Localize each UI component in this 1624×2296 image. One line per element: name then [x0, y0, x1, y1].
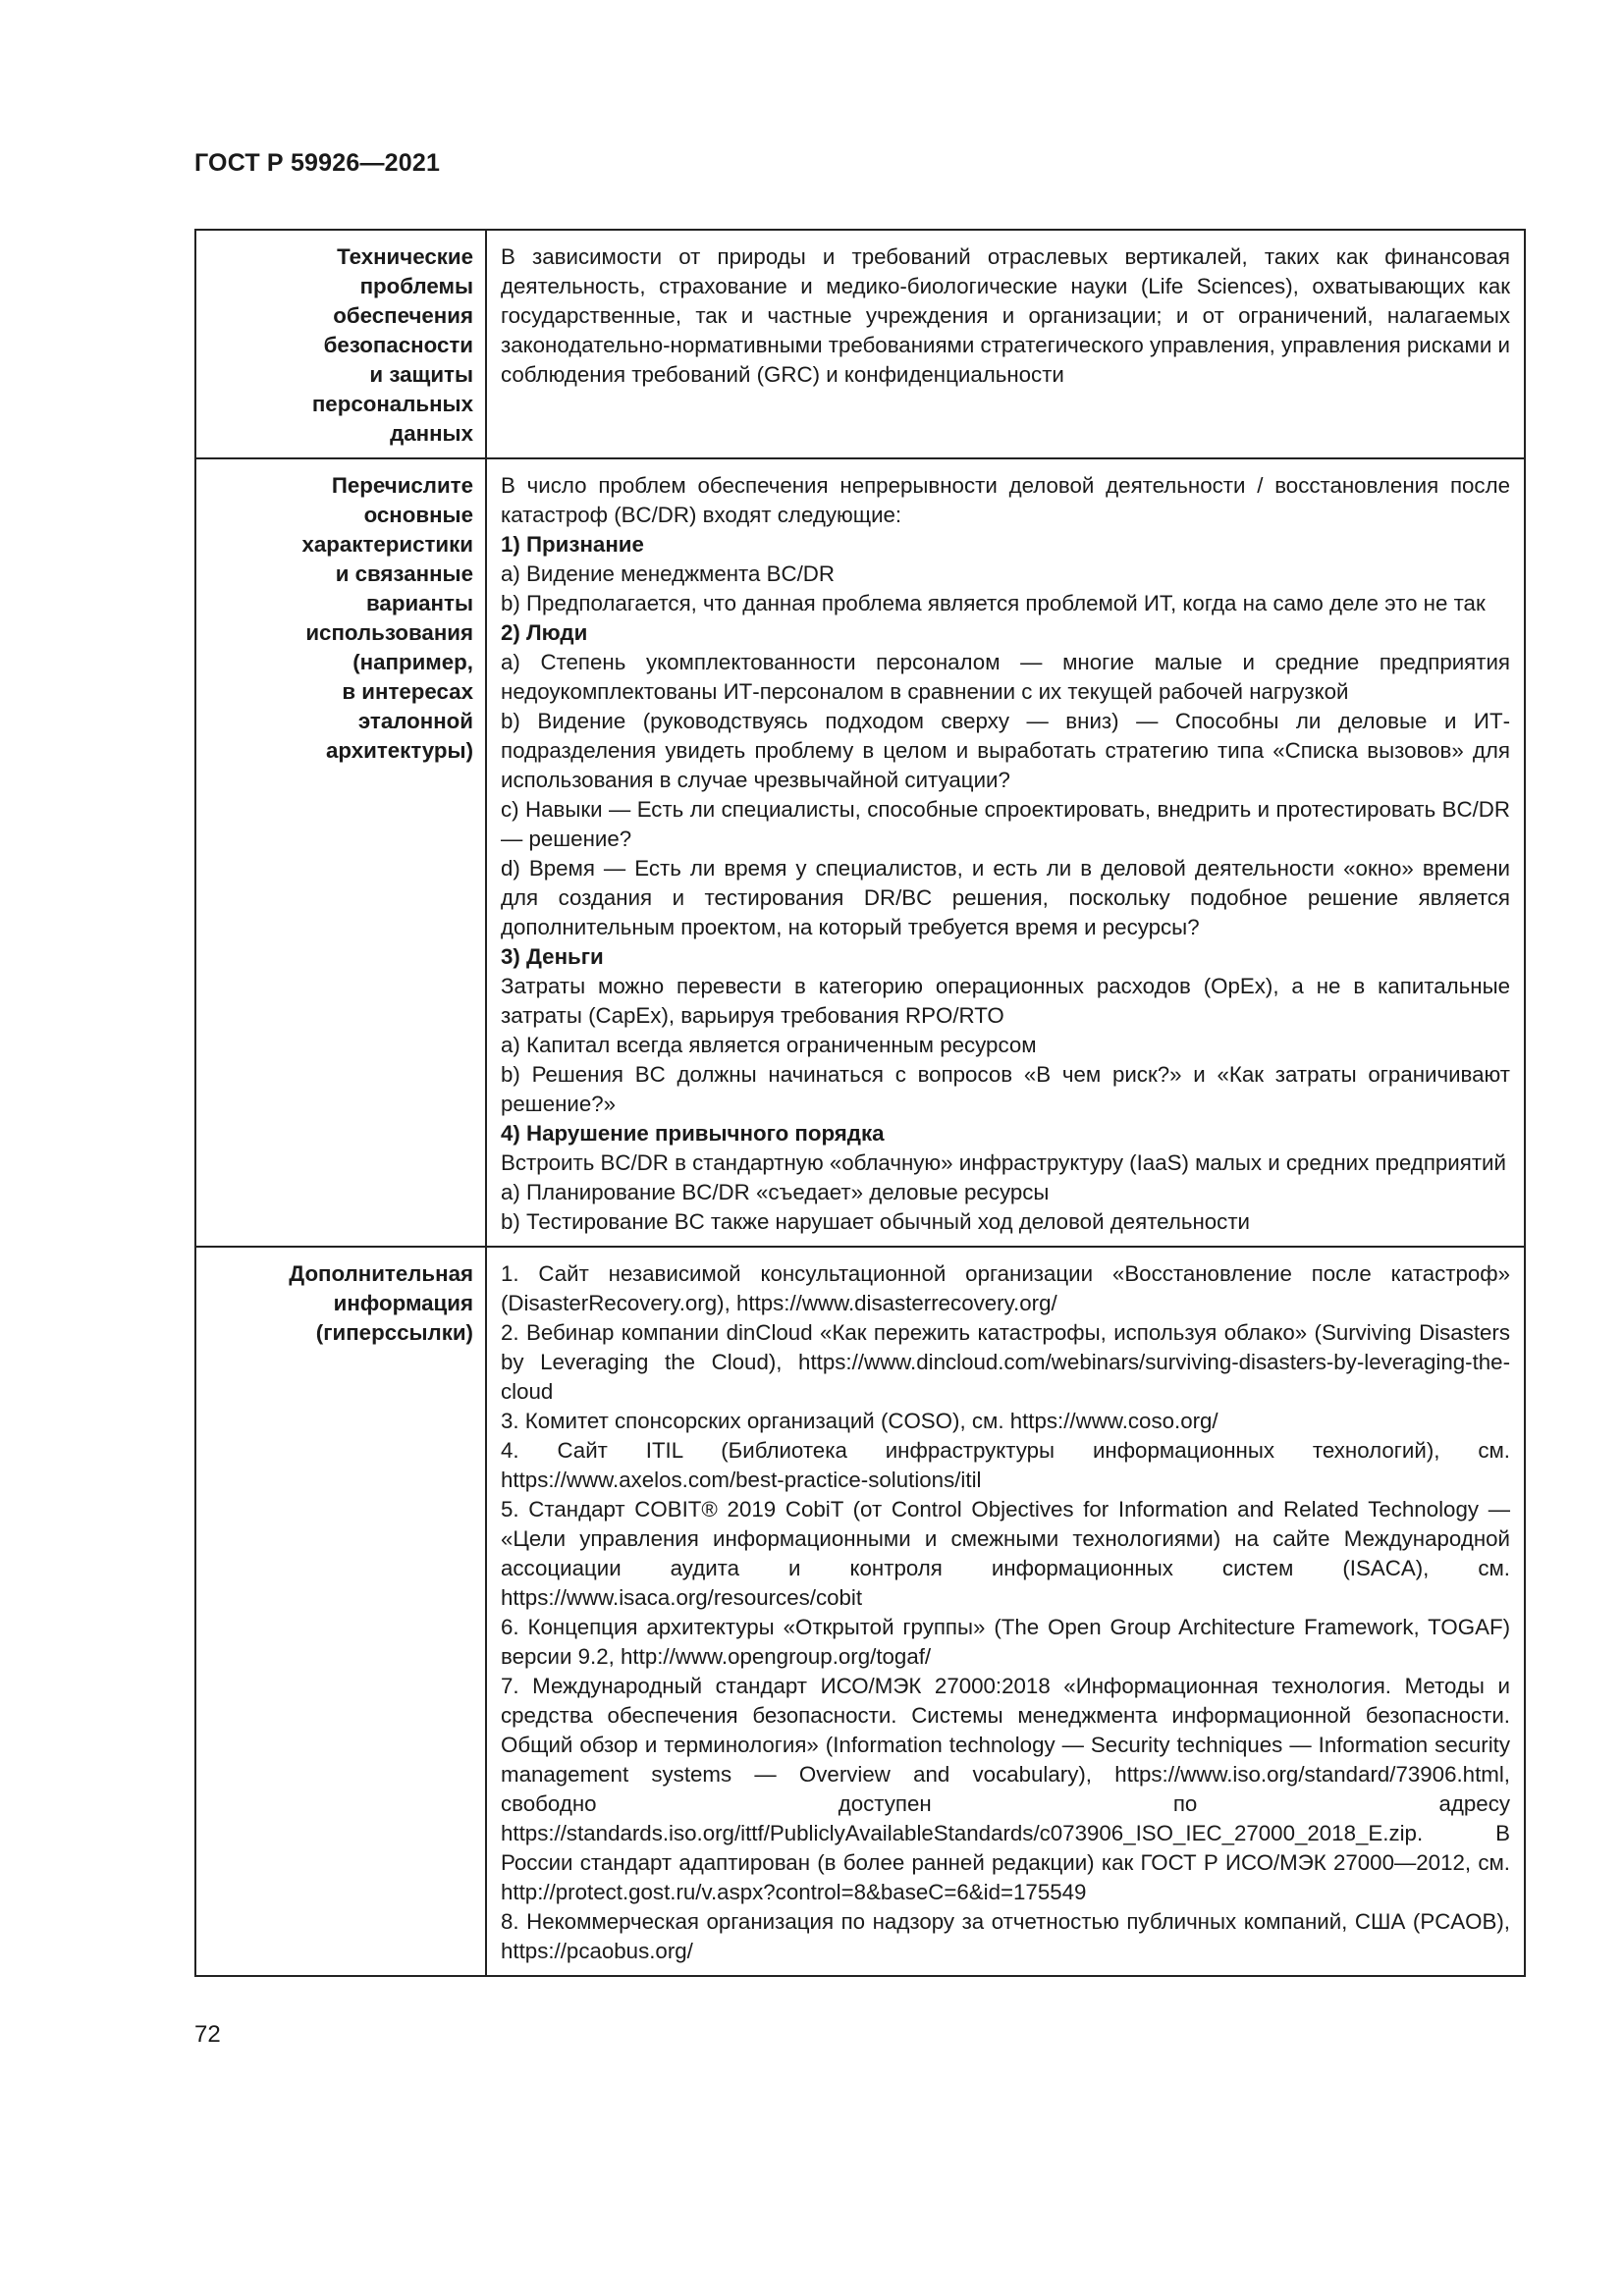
row-label-line: Дополнительная [289, 1261, 473, 1286]
paragraph: a) Степень укомплектованности персоналом — многие малые и средние предприятия недоукомплектованы ИТ-персоналом в сравнении с их текущей рабочей нагрузкой [501, 650, 1510, 704]
specification-table [194, 229, 1526, 1977]
paragraph: 3. Комитет спонсорских организаций (COSO), см. https://www.coso.org/ [501, 1409, 1218, 1433]
paragraph: a) Планирование BC/DR «съедает» деловые ресурсы [501, 1180, 1050, 1204]
row-label-line: Технические [337, 244, 473, 269]
paragraph: 6. Концепция архитектуры «Открытой группы» (The Open Group Architecture Framework, TOGAF) версии 9.2, http://www.opengroup.org/togaf/ [501, 1615, 1510, 1669]
section-heading: 3) Деньги [501, 944, 604, 969]
row-label-line: в интересах [342, 679, 473, 704]
paragraph: b) Тестирование BC также нарушает обычный ход деловой деятельности [501, 1209, 1250, 1234]
table-row [195, 1247, 1525, 1976]
row-label-line: варианты [366, 591, 473, 615]
paragraph: c) Навыки — Есть ли специалисты, способные спроектировать, внедрить и протестировать BC/DR — решение? [501, 797, 1510, 851]
paragraph: Встроить BC/DR в стандартную «облачную» инфраструктуру (IaaS) малых и средних предприятий [501, 1150, 1506, 1175]
paragraph: b) Видение (руководствуясь подходом сверху — вниз) — Способны ли деловые и ИТ-подразделения увидеть проблему в целом и выработать стратегию типа «Списка вызовов» для использования в случае чрезвычайной ситуации? [501, 709, 1510, 792]
row-label-line: (гиперссылки) [315, 1320, 473, 1345]
page-number: 72 [194, 2021, 221, 2048]
paragraph: В зависимости от природы и требований отраслевых вертикалей, таких как финансовая деятельность, страхование и медико-биологические науки (Life Sciences), охватывающих как государственные, так и частные учреждения и организации; и от ограничений, налагаемых законодательно-нормативными требованиями стратегического управления, управления рисками и соблюдения требований (GRC) и конфиденциальности [501, 244, 1510, 387]
row-label-line: использования [305, 620, 473, 645]
paragraph: 4. Сайт ITIL (Библиотека инфраструктуры информационных технологий), см. https://www.axelos.com/best-practice-solutions/itil [501, 1438, 1510, 1492]
row-label-line: обеспечения [333, 303, 473, 328]
row-label-line: персональных [311, 392, 473, 416]
section-heading: 2) Люди [501, 620, 588, 645]
row-label-line: и связанные [335, 561, 473, 586]
paragraph: b) Решения BC должны начинаться с вопросов «В чем риск?» и «Как затраты ограничивают решение?» [501, 1062, 1510, 1116]
row-label-line: архитектуры) [326, 738, 473, 763]
row-content [486, 230, 1525, 458]
paragraph: b) Предполагается, что данная проблема является проблемой ИТ, когда на само деле это не так [501, 591, 1486, 615]
section-heading: 1) Признание [501, 532, 644, 557]
row-label-line: эталонной [357, 709, 473, 733]
paragraph: 1. Сайт независимой консультационной организации «Восстановление после катастроф» (DisasterRecovery.org), https://www.disasterrecovery.org/ [501, 1261, 1510, 1315]
row-label-line: проблемы [359, 274, 473, 298]
paragraph: 8. Некоммерческая организация по надзору за отчетностью публичных компаний, США (PCAOB), https://pcaobus.org/ [501, 1909, 1510, 1963]
paragraph: 5. Стандарт COBIT® 2019 CobiT (от Control Objectives for Information and Related Technology — «Цели управления информационными и смежными технологиями) на сайте Международной ассоциации аудита и контроля информационных систем (ISACA), см. https://www.isaca.org/resources/cobit [501, 1497, 1510, 1610]
paragraph: 2. Вебинар компании dinCloud «Как пережить катастрофы, используя облако» (Surviving Disasters by Leveraging the Cloud), https://www.dincloud.com/webinars/surviving-disasters-by-leveraging-the-cloud [501, 1320, 1510, 1404]
document-header: ГОСТ Р 59926—2021 [194, 149, 441, 177]
row-label-line: основные [363, 503, 473, 527]
row-label [195, 1247, 486, 1976]
section-heading: 4) Нарушение привычного порядка [501, 1121, 885, 1146]
paragraph: В число проблем обеспечения непрерывности деловой деятельности / восстановления после катастроф (BC/DR) входят следующие: [501, 473, 1510, 527]
row-label-line: (например, [352, 650, 473, 674]
table-row [195, 458, 1525, 1247]
row-label [195, 458, 486, 1247]
row-label-line: информация [333, 1291, 473, 1315]
paragraph: 7. Международный стандарт ИСО/МЭК 27000:2018 «Информационная технология. Методы и средства обеспечения безопасности. Системы менеджмента информационной безопасности. Общий обзор и терминология» (Information technology — Security techniques — Information security management systems — Overview and vocabulary), https://www.iso.org/standard/73906.html, свободно доступен по адресу https://standards.iso.org/ittf/PubliclyAvailableStandards/c073906_ISO_IEC_27000_2018_E.zip. В России стандарт адаптирован (в более ранней редакции) как ГОСТ Р ИСО/МЭК 27000—2012, см. http://protect.gost.ru/v.aspx?control=8&baseC=6&id=175549 [501, 1674, 1510, 1904]
row-label-line: и защиты [369, 362, 473, 387]
row-content [486, 458, 1525, 1247]
paragraph: a) Видение менеджмента BC/DR [501, 561, 835, 586]
paragraph: d) Время — Есть ли время у специалистов, и есть ли в деловой деятельности «окно» времени для создания и тестирования DR/BC решения, поскольку подобное решение является дополнительным проектом, на который требуется время и ресурсы? [501, 856, 1510, 939]
row-label-line: характеристики [301, 532, 473, 557]
paragraph: a) Капитал всегда является ограниченным ресурсом [501, 1033, 1037, 1057]
table-row [195, 230, 1525, 458]
paragraph: Затраты можно перевести в категорию операционных расходов (OpEx), а не в капитальные затраты (CapEx), варьируя требования RPO/RTO [501, 974, 1510, 1028]
row-content [486, 1247, 1525, 1976]
row-label-line: Перечислите [331, 473, 473, 498]
row-label-line: данных [390, 421, 473, 446]
row-label-line: безопасности [323, 333, 473, 357]
row-label [195, 230, 486, 458]
